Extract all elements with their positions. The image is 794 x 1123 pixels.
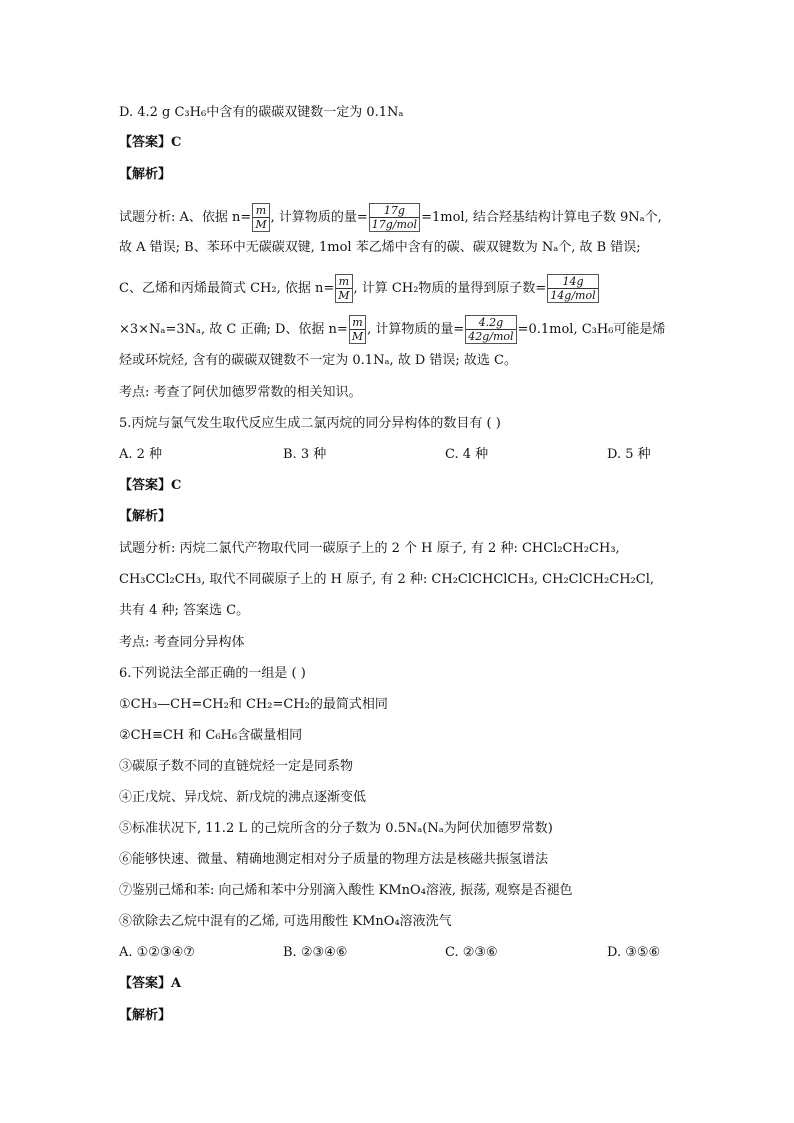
fraction-denominator: 42g/mol — [468, 330, 514, 343]
q4-analysis-line-5: 烃或环烷烃, 含有的碳碳双键数不一定为 0.1Nₐ, 故 D 错误; 故选 C。 — [119, 353, 518, 368]
fraction-denominator: 14g/mol — [550, 289, 596, 302]
q5-analysis-heading: 【解析】 — [119, 509, 172, 524]
q4-option-d: D. 4.2 g C₃H₆中含有的碳碳双键数一定为 0.1Nₐ — [119, 105, 404, 120]
q5-option-d: D. 5 种 — [607, 447, 651, 462]
fraction-denominator: M — [338, 289, 350, 302]
q6-item: ⑧欲除去乙烷中混有的乙烯, 可选用酸性 KMnO₄溶液洗气 — [119, 914, 452, 929]
text-segment: C、乙烯和丙烯最简式 CH₂, 依据 n= — [119, 281, 335, 296]
q6-analysis-heading: 【解析】 — [119, 1008, 172, 1023]
text-segment: , 计算物质的量= — [270, 210, 368, 225]
fraction-denominator: 17g/mol — [371, 218, 418, 231]
q4-analysis-heading: 【解析】 — [119, 167, 172, 182]
q6-option-c: C. ②③⑥ — [445, 945, 498, 960]
q4-answer: 【答案】C — [119, 135, 182, 150]
fraction-denominator: M — [351, 330, 364, 343]
fraction-numerator: m — [336, 275, 351, 289]
fraction-m-over-M — [252, 203, 269, 232]
q5-option-b: B. 3 种 — [283, 447, 327, 462]
q6-option-a: A. ①②③④⑦ — [119, 945, 195, 960]
q6-item: ③碳原子数不同的直链烷烃一定是同系物 — [119, 759, 354, 774]
q4-analysis-line-2: 故 A 错误; B、苯环中无碳碳双键, 1mol 苯乙烯中含有的碳、碳双键数为 Nₐ个, 故 B 错误; — [119, 240, 641, 255]
q6-item: ⑦鉴别己烯和苯: 向己烯和苯中分别滴入酸性 KMnO₄溶液, 振荡, 观察是否褪色 — [119, 883, 573, 898]
q6-item: ⑤标准状况下, 11.2 L 的己烷所含的分子数为 0.5Nₐ(Nₐ为阿伏加德罗常数) — [119, 821, 553, 836]
q5-option-c: C. 4 种 — [445, 447, 489, 462]
fraction-numerator: 17g — [370, 204, 419, 218]
q4-analysis-line-3 — [119, 274, 600, 303]
q5-option-a: A. 2 种 — [119, 447, 163, 462]
fraction-m-over-M — [335, 274, 352, 303]
fraction-numerator: 4.2g — [466, 316, 515, 330]
fraction-numerator: m — [253, 204, 268, 218]
q4-kaodian: 考点: 考查了阿伏加德罗常数的相关知识。 — [119, 385, 362, 400]
text-segment: , 计算 CH₂物质的量得到原子数= — [353, 281, 547, 296]
q6-option-d: D. ③⑤⑥ — [607, 945, 661, 960]
q6-item: ⑥能够快速、微量、精确地测定相对分子质量的物理方法是核磁共振氢谱法 — [119, 852, 549, 867]
q4-analysis-line-4 — [119, 315, 665, 344]
q5-question: 5.丙烷与氯气发生取代反应生成二氯丙烷的同分异构体的数目有 ( ) — [119, 416, 501, 431]
fraction-numerator: 14g — [548, 275, 597, 289]
q6-item: ②CH≡CH 和 C₆H₆含碳量相同 — [119, 728, 303, 743]
q4-analysis-line-1 — [119, 203, 662, 232]
text-segment: , 计算物质的量= — [367, 322, 465, 337]
q6-item: ①CH₃—CH=CH₂和 CH₂=CH₂的最简式相同 — [119, 697, 388, 712]
q5-analysis-line-1: 试题分析: 丙烷二氯代产物取代同一碳原子上的 2 个 H 原子, 有 2 种: CHCl₂CH₂CH₃, — [119, 541, 620, 556]
q5-analysis-line-3: 共有 4 种; 答案选 C。 — [119, 603, 250, 618]
text-segment: 试题分析: A、依据 n= — [119, 210, 252, 225]
fraction-denominator: M — [255, 218, 267, 231]
fraction-17g — [369, 203, 420, 232]
q6-question: 6.下列说法全部正确的一组是 ( ) — [119, 666, 306, 681]
fraction-4-2g — [465, 315, 516, 344]
text-segment: =1mol, 结合羟基结构计算电子数 9Nₐ个, — [421, 210, 662, 225]
q6-option-b: B. ②③④⑥ — [283, 945, 348, 960]
fraction-m-over-M — [349, 315, 366, 344]
fraction-numerator: m — [350, 316, 365, 330]
q5-analysis-line-2: CH₃CCl₂CH₃, 取代不同碳原子上的 H 原子, 有 2 种: CH₂ClCHClCH₃, CH₂ClCH₂CH₂Cl, — [119, 572, 655, 587]
text-segment: ×3×Nₐ=3Nₐ, 故 C 正确; D、依据 n= — [119, 322, 348, 337]
q6-answer: 【答案】A — [119, 976, 182, 991]
q5-answer: 【答案】C — [119, 478, 182, 493]
q5-kaodian: 考点: 考查同分异构体 — [119, 635, 245, 650]
q6-item: ④正戊烷、异戊烷、新戊烷的沸点逐渐变低 — [119, 790, 367, 805]
fraction-14g — [547, 274, 598, 303]
text-segment: =0.1mol, C₃H₆可能是烯 — [517, 322, 666, 337]
